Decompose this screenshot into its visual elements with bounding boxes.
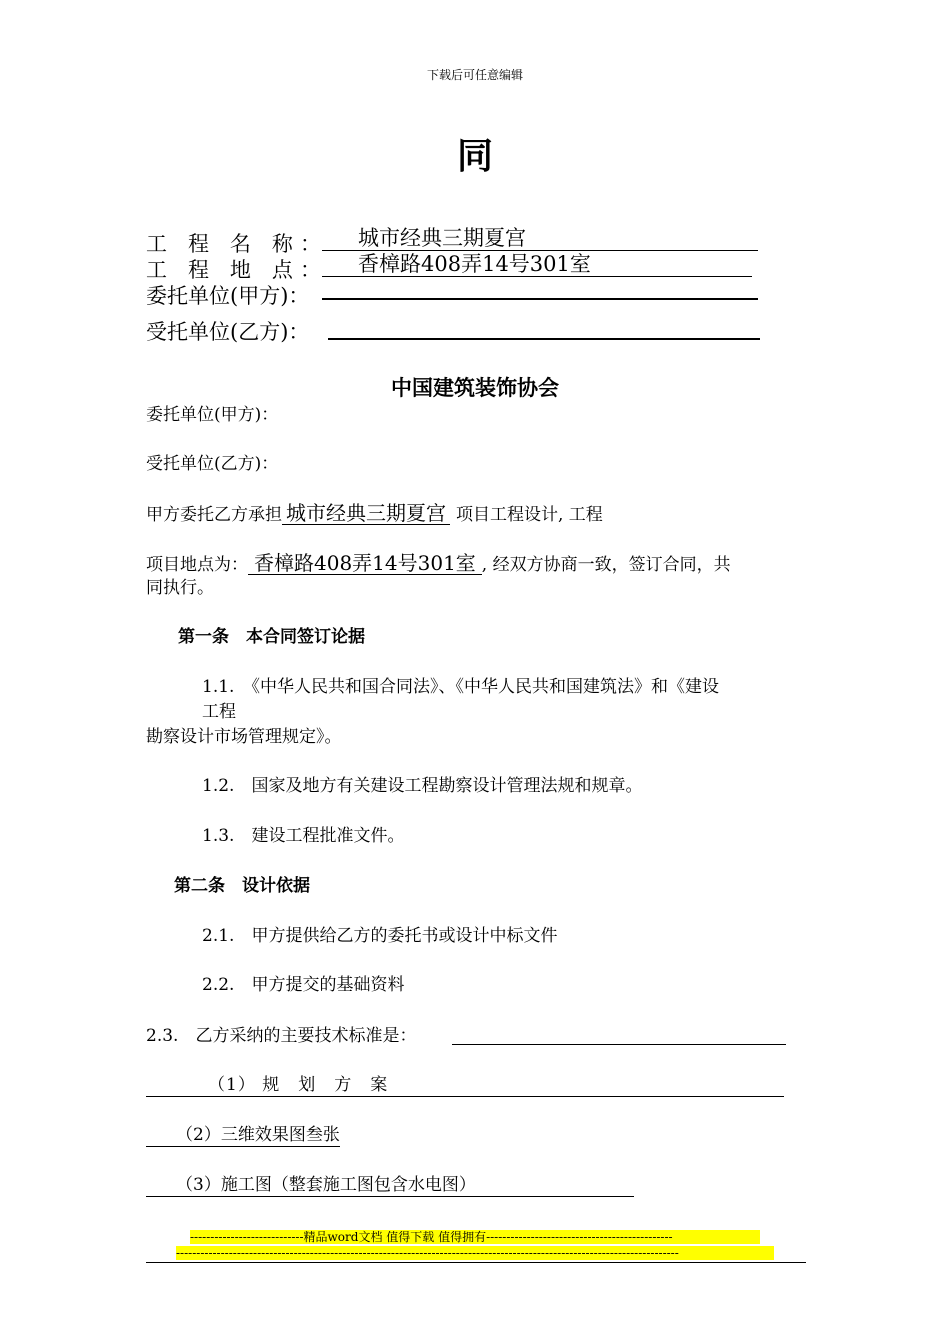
article2-item1: 2.1. 甲方提供给乙方的委托书或设计中标文件 xyxy=(202,926,558,946)
article2-sub3: （3）施工图（整套施工图包含水电图） xyxy=(146,1174,634,1197)
article2-item3: 2.3. 乙方采纳的主要技术标准是： xyxy=(146,1026,417,1046)
article1-item2: 1.2. 国家及地方有关建设工程勘察设计管理法规和规章。 xyxy=(202,776,643,796)
intro-line1: 甲方委托乙方承担 城市经典三期夏宫 项目工程设计, 工程 xyxy=(146,501,603,525)
project-name-label: 工 程 名 称： xyxy=(146,232,321,256)
client-label-cover: 委托单位(甲方)： xyxy=(146,284,310,308)
article1-item1a: 1.1. 《中华人民共和国合同法》、《中华人民共和国建筑法》和《建设 xyxy=(202,677,719,697)
association-heading: 中国建筑装饰协会 xyxy=(391,375,559,400)
article1-item3: 1.3. 建设工程批准文件。 xyxy=(202,826,405,846)
contractor-field xyxy=(328,314,760,340)
tech-standard-blank xyxy=(452,1044,786,1045)
article1-item1b: 工程 xyxy=(202,702,236,722)
client-field xyxy=(322,274,758,300)
project-name-field: 城市经典三期夏宫 xyxy=(322,226,758,251)
intro-site: 香樟路408弄14号301室 xyxy=(248,552,482,575)
intro-line3: 同执行。 xyxy=(146,578,214,598)
project-site-field: 香樟路408弄14号301室 xyxy=(322,252,752,277)
intro-line2: 项目地点为： 香樟路408弄14号301室 , 经双方协商一致，签订合同，共 xyxy=(146,551,731,575)
article2-heading: 第二条 设计依据 xyxy=(174,876,310,896)
footer-dashes: ---------------------------------------------------------------------------------------------------------------------------- xyxy=(176,1246,774,1260)
project-site-label: 工 程 地 点： xyxy=(146,258,321,282)
footer-banner: ----------------------------精品word文档 值得下载 值得拥有---------------------------------------------- xyxy=(190,1230,760,1244)
contractor-line: 受托单位(乙方)： xyxy=(146,454,279,474)
page-title: 同 xyxy=(456,135,493,177)
article1-item1c: 勘察设计市场管理规定》。 xyxy=(146,727,342,747)
client-line: 委托单位(甲方)： xyxy=(146,405,279,425)
header-note: 下载后可任意编辑 xyxy=(426,68,523,82)
article2-sub1: （1） 规 划 方 案 xyxy=(146,1074,784,1097)
contractor-label-cover: 受托单位(乙方)： xyxy=(146,320,310,344)
footer-rule xyxy=(146,1262,806,1263)
article2-sub2: （2）三维效果图叁张 xyxy=(146,1124,340,1147)
article2-item2: 2.2. 甲方提交的基础资料 xyxy=(202,975,405,995)
article1-heading: 第一条 本合同签订论据 xyxy=(178,627,365,647)
intro-project-name: 城市经典三期夏宫 xyxy=(282,502,450,525)
